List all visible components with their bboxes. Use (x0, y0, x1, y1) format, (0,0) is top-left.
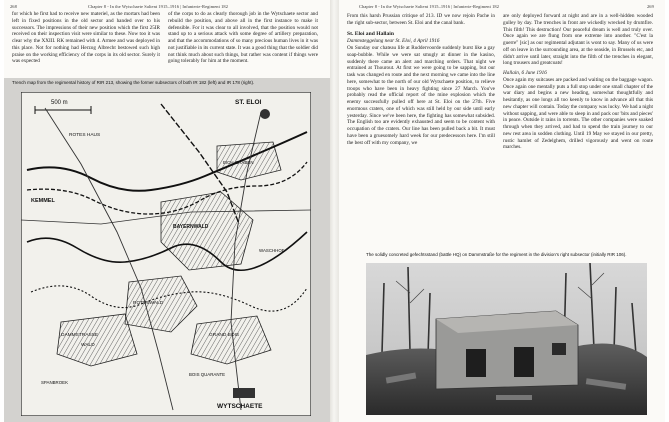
right-col2-date: Hallain, 6 June 1916 (503, 70, 547, 76)
photo-caption: The solidly concreted gefechtsstand (battle HQ) on Dammstraße for the regiment in the division's right subsector (initially RIR 106). (366, 252, 627, 257)
label-kemmel: KEMMEL (31, 198, 55, 204)
left-col1-text: for which he first had to receive new materiel, as the mortars had been left in fixed positions in the old sector and handed over to his successors. The impressions of their new position which the first 25IR received on their inspection visit were similar to these. Now too it was clear why the XXIII. RK remained with 4. Armee and was deployed in this place. Not for nothing had Herzog Albrecht bestowed such high praise on the working efficiency of the corps in its old sector. Surely it was expected (12, 11, 160, 65)
section-heading: St. Eloi and Hallain (347, 30, 394, 37)
trench-map (21, 92, 311, 416)
right-col2-text: are only deployed forward at night and are in a well-hidden wooded gulley by day. The trenches in front are wickedly wrecked by drumfire. This filth! This destruction! Our peaceful dream is well and truly over. Once again we are flung from one extreme into another. "C'est la guerre" [sic] as our regimental adjutant is wont to say. Many of us were off on leave in the surrounding area, at the seaside, in Brussels etc, and didn't arrive until later, straight into the filth of the trenches in elegant, long trousers and greatcoats! (503, 13, 653, 67)
left-running-head: Chapter 8 - In the Wytschaete Salient 1915–1916 | Infanterie-Regiment 182 (88, 4, 229, 9)
map-caption: Trench map from the regimental history of RIR 213, showing the former subsectors of both IR 182 (left) and IR 178 (right). (12, 80, 255, 85)
left-col2 (168, 11, 318, 71)
label-wytschaete: WYTSCHAETE (217, 403, 263, 410)
right-col1 (347, 13, 495, 241)
right-col1-date: Dammsteggelung near St. Eloi, 4 April 1916 (347, 38, 440, 45)
right-col2 (503, 13, 653, 241)
left-col2-text: of the corps to do as clearly thorough job in the Wytschaete sector and rebuild the position, and above all in the first instance to make it defensible. For it was clear to all involved, that the position would not stand up to a serious attack with some degree of artillery preparation, and that the accommodations of so many precious human lives in it was not justifiable in its current state. It was a good thing that the soldier did not think much about such things, but rather was content if things were going tolerably for him at the moment. (168, 11, 318, 65)
label-grand-bois: GRAND BOIS (209, 333, 240, 338)
right-running-head: Chapter 8 - In the Wytschaete Salient 1915–1916 | Infanterie-Regiment 182 (359, 4, 500, 9)
right-col2-text2: Once again my suitcases are packed and waiting on the baggage wagon. Once again one mentally puts a full stop under one small chapter of the war diary and begins a new heading, somewhat thoughtfully and hesitantly, as one longs all too keenly to know in advance all that this new chapter will contain. Today the company was lucky. We had a night without sapping, and were able to sleep in and pack our 'bits and pieces' in peace. Outside it rains in torrents. The other companies were soaked through when they arrived, and had to spend the train journey to our new rest area in sodden clothing. Until 19 May we stayed in our pretty, rustic hamlet of Zedelghem, drilled vigorously and went on route marches. (503, 76, 653, 151)
right-page-number: 269 (647, 4, 654, 9)
wytschaete-village (233, 388, 255, 398)
label-roteswald: ROTESWALD (133, 301, 164, 306)
book-gutter (330, 0, 339, 422)
label-spanbroek: SPANBROEK (41, 380, 69, 385)
st-eloi-village (260, 109, 270, 119)
left-page-number: 268 (10, 4, 17, 9)
left-col1 (12, 11, 160, 71)
left-page (4, 0, 330, 422)
label-bayernwald: BAYERNWALD (173, 224, 209, 230)
map-frame (21, 92, 311, 416)
label-dammstrasse: DAMMSTRASSE (61, 333, 99, 338)
label-eich-graben: EICH-GRABEN (223, 160, 254, 165)
bunker-door-2 (514, 347, 534, 377)
right-col1-intro: From this harsh Prussian critique of 213. ID we now rejoin Pache in the right sub-sector, between St. Eloi and the canal bank. (347, 13, 495, 26)
label-rotes-haus: ROTES HAUS (69, 133, 101, 138)
label-wald: WALD (81, 343, 95, 348)
label-st-eloi: ST. ELOI (235, 99, 262, 106)
label-bois-quarante: BOIS QUARANTE (189, 372, 226, 377)
bunker-door-1 (466, 349, 486, 377)
label-waschhof: WASCHHOF (259, 248, 285, 253)
bunker-photo (366, 263, 647, 415)
bunker-loophole (552, 343, 566, 355)
scale-label: 500 m (51, 100, 68, 106)
right-page (339, 0, 665, 422)
right-col1-text: On Sunday our chateau life at Ruddervoorde suddenly burst like a gay soap-bubble. While we were sat smugly at dinner in the kasino, suddenly there came an alert and marching orders. That night we entrained at Thourout. At first we were going to be sapping, but our task was changed en route and the next morning we came into the line here, somewhat to the north of our old Wytschaete position, to relieve troops who have been in heavy fighting since 27 March. You've probably read the official report of the mine explosion which the enemy successfully pulled off here at St. Eloi on the 27th. Five enormous craters, one of which was still held by our side until early yesterday. Since we've been here, the fighting has somewhat subsided. The English too are evidently exhausted and seem to be content with occupation of the craters. Our line has been pulled back a bit. It must have been a gruesomely hard week for our predecessors here. I'm still the best off with my company, we (347, 45, 495, 146)
